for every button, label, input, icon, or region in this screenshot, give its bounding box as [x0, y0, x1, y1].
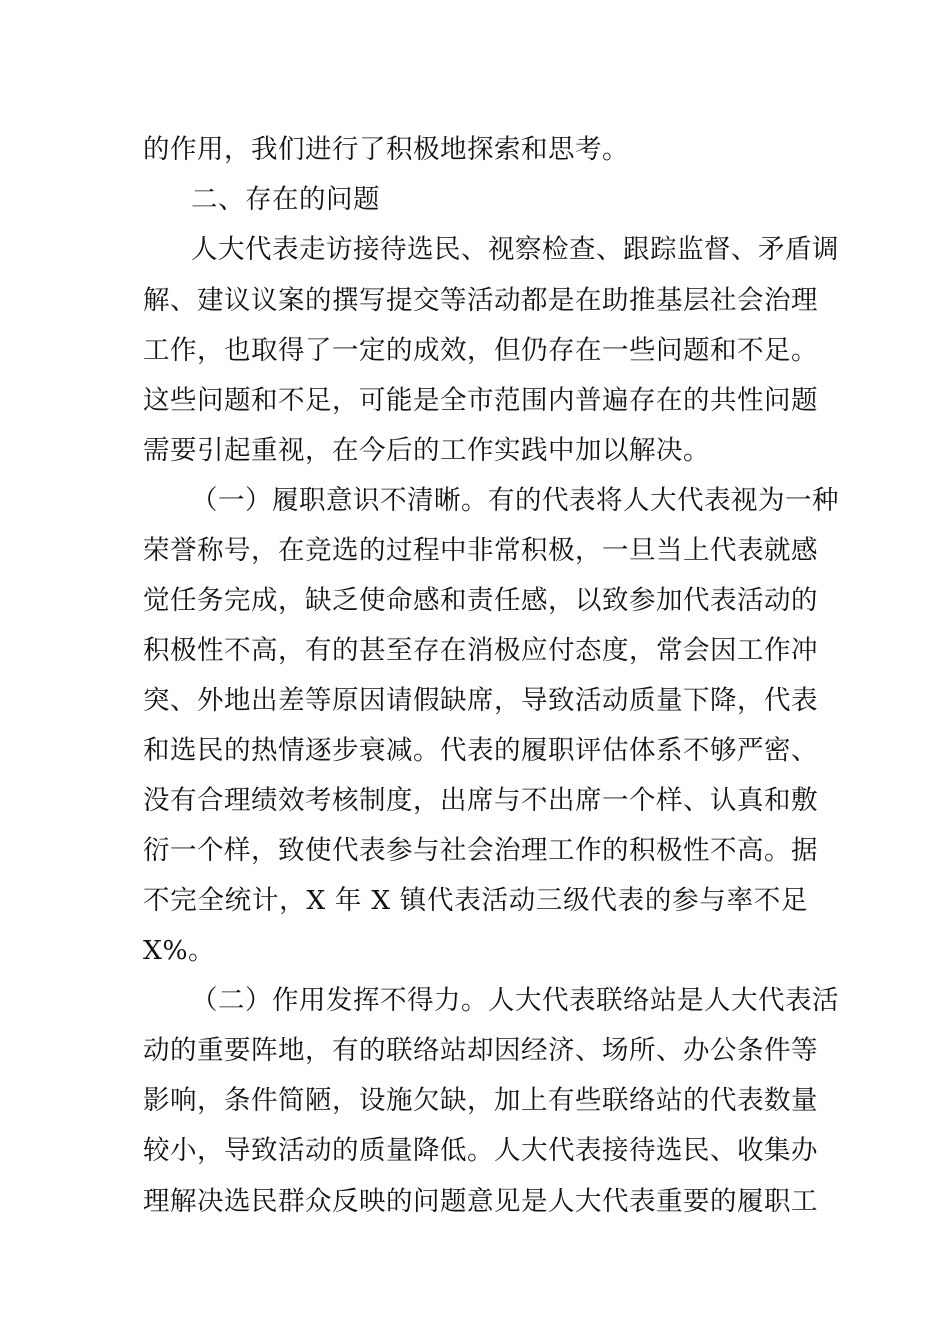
text-line-10: 觉任务完成，缺乏使命感和责任感，以致参加代表活动的 — [143, 585, 818, 616]
text-line-5: 工作，也取得了一定的成效，但仍存在一些问题和不足。 — [143, 335, 818, 366]
text-line-16: 不完全统计，X 年 X 镇代表活动三级代表的参与率不足 — [143, 885, 808, 916]
text-line-22: 理解决选民群众反映的问题意见是人大代表重要的履职工 — [143, 1186, 818, 1217]
text-line-14: 没有合理绩效考核制度，出席与不出席一个样、认真和敷 — [143, 785, 818, 816]
text-line-21: 较小，导致活动的质量降低。人大代表接待选民、收集办 — [143, 1135, 818, 1166]
text-line-11: 积极性不高，有的甚至存在消极应付态度，常会因工作冲 — [143, 635, 818, 666]
section-heading: 二、存在的问题 — [191, 184, 380, 215]
text-line-4: 解、建议议案的撰写提交等活动都是在助推基层社会治理 — [143, 285, 818, 316]
text-line-3: 人大代表走访接待选民、视察检查、跟踪监督、矛盾调 — [191, 234, 839, 265]
text-line-13: 和选民的热情逐步衰减。代表的履职评估体系不够严密、 — [143, 735, 818, 766]
text-line-18: （二）作用发挥不得力。人大代表联络站是人大代表活 — [191, 985, 839, 1016]
text-line-1: 的作用，我们进行了积极地探索和思考。 — [143, 134, 629, 165]
text-line-9: 荣誉称号，在竞选的过程中非常积极，一旦当上代表就感 — [143, 535, 818, 566]
text-line-12: 突、外地出差等原因请假缺席，导致活动质量下降，代表 — [143, 685, 818, 716]
text-line-20: 影响，条件简陋，设施欠缺，加上有些联络站的代表数量 — [143, 1085, 818, 1116]
text-line-6: 这些问题和不足，可能是全市范围内普遍存在的共性问题 — [143, 385, 818, 416]
text-line-7: 需要引起重视，在今后的工作实践中加以解决。 — [143, 435, 710, 466]
text-line-15: 衍一个样，致使代表参与社会治理工作的积极性不高。据 — [143, 835, 818, 866]
text-line-8: （一）履职意识不清晰。有的代表将人大代表视为一种 — [191, 485, 839, 516]
text-line-17: X%。 — [143, 935, 216, 966]
text-line-19: 动的重要阵地，有的联络站却因经济、场所、办公条件等 — [143, 1035, 818, 1066]
